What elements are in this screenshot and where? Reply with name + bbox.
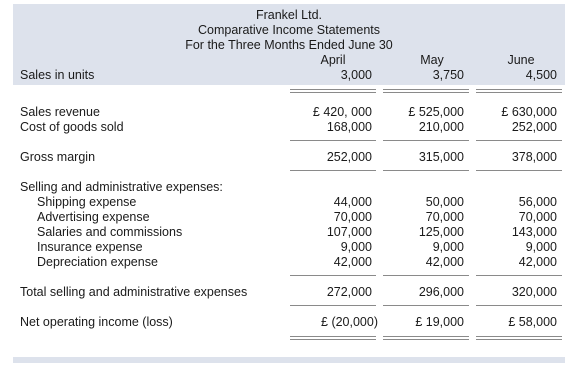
- subtotal-rule: [383, 275, 469, 276]
- double-rule-top: [476, 92, 562, 94]
- double-rule-bottom: [290, 339, 376, 341]
- row-label-insurance: Insurance expense: [37, 240, 143, 254]
- depreciation-may: 42,000: [425, 255, 464, 269]
- cogs-june: 252,000: [511, 120, 557, 134]
- row-label-total-sga: Total selling and administrative expenses: [20, 285, 248, 299]
- gross-margin-may: 315,000: [418, 150, 464, 164]
- double-rule-bottom: [290, 336, 376, 338]
- sales-revenue-june: £ 630,000: [501, 105, 557, 119]
- double-rule-bottom: [476, 336, 562, 338]
- noi-may: £ 19,000: [415, 315, 464, 329]
- column-header-april: April: [320, 53, 346, 67]
- double-rule-bottom: [476, 339, 562, 341]
- units-june: 4,500: [525, 68, 557, 82]
- column-header-may: May: [420, 53, 444, 67]
- shipping-may: 50,000: [425, 195, 464, 209]
- double-rule-top: [290, 89, 376, 91]
- section-rule: [383, 170, 469, 171]
- subtotal-rule: [383, 140, 469, 141]
- section-rule: [290, 170, 376, 171]
- sga-heading: Selling and administrative expenses:: [20, 180, 223, 194]
- subtotal-rule: [290, 275, 376, 276]
- cogs-may: 210,000: [418, 120, 464, 134]
- insurance-may: 9,000: [432, 240, 464, 254]
- double-rule-top: [476, 89, 562, 91]
- column-header-june: June: [507, 53, 535, 67]
- company-name: Frankel Ltd.: [255, 8, 322, 22]
- row-label-salaries: Salaries and commissions: [37, 225, 183, 239]
- subtotal-rule: [476, 140, 562, 141]
- noi-april: £ (20,000): [321, 315, 378, 329]
- sales-revenue-april: £ 420, 000: [312, 105, 372, 119]
- section-rule: [290, 305, 376, 306]
- shipping-june: 56,000: [518, 195, 557, 209]
- subtotal-rule: [290, 140, 376, 141]
- advertising-april: 70,000: [333, 210, 372, 224]
- total-sga-june: 320,000: [511, 285, 557, 299]
- total-sga-april: 272,000: [326, 285, 372, 299]
- depreciation-april: 42,000: [333, 255, 372, 269]
- row-label-units: Sales in units: [20, 68, 95, 82]
- double-rule-bottom: [383, 336, 469, 338]
- row-label-net-operating-income: Net operating income (loss): [20, 315, 173, 329]
- insurance-june: 9,000: [525, 240, 557, 254]
- row-label-sales-revenue: Sales revenue: [20, 105, 100, 119]
- sales-revenue-may: £ 525,000: [408, 105, 464, 119]
- section-rule: [476, 170, 562, 171]
- row-label-gross-margin: Gross margin: [20, 150, 96, 164]
- double-rule-bottom: [383, 339, 469, 341]
- row-label-shipping: Shipping expense: [37, 195, 137, 209]
- total-sga-may: 296,000: [418, 285, 464, 299]
- subtotal-rule: [476, 275, 562, 276]
- double-rule-top: [383, 89, 469, 91]
- noi-june: £ 58,000: [508, 315, 557, 329]
- insurance-april: 9,000: [340, 240, 372, 254]
- statement-period: For the Three Months Ended June 30: [185, 38, 393, 52]
- cogs-april: 168,000: [326, 120, 372, 134]
- double-rule-top: [383, 92, 469, 94]
- salaries-june: 143,000: [511, 225, 557, 239]
- salaries-may: 125,000: [418, 225, 464, 239]
- shipping-april: 44,000: [333, 195, 372, 209]
- gross-margin-april: 252,000: [326, 150, 372, 164]
- row-label-advertising: Advertising expense: [37, 210, 150, 224]
- row-label-depreciation: Depreciation expense: [37, 255, 158, 269]
- statement-title: Comparative Income Statements: [197, 23, 381, 37]
- salaries-april: 107,000: [326, 225, 372, 239]
- advertising-june: 70,000: [518, 210, 557, 224]
- section-rule: [476, 305, 562, 306]
- units-may: 3,750: [432, 68, 464, 82]
- depreciation-june: 42,000: [518, 255, 557, 269]
- double-rule-top: [290, 92, 376, 94]
- units-april: 3,000: [340, 68, 372, 82]
- advertising-may: 70,000: [425, 210, 464, 224]
- gross-margin-june: 378,000: [511, 150, 557, 164]
- footer-band: [13, 357, 565, 363]
- row-label-cogs: Cost of goods sold: [20, 120, 124, 134]
- section-rule: [383, 305, 469, 306]
